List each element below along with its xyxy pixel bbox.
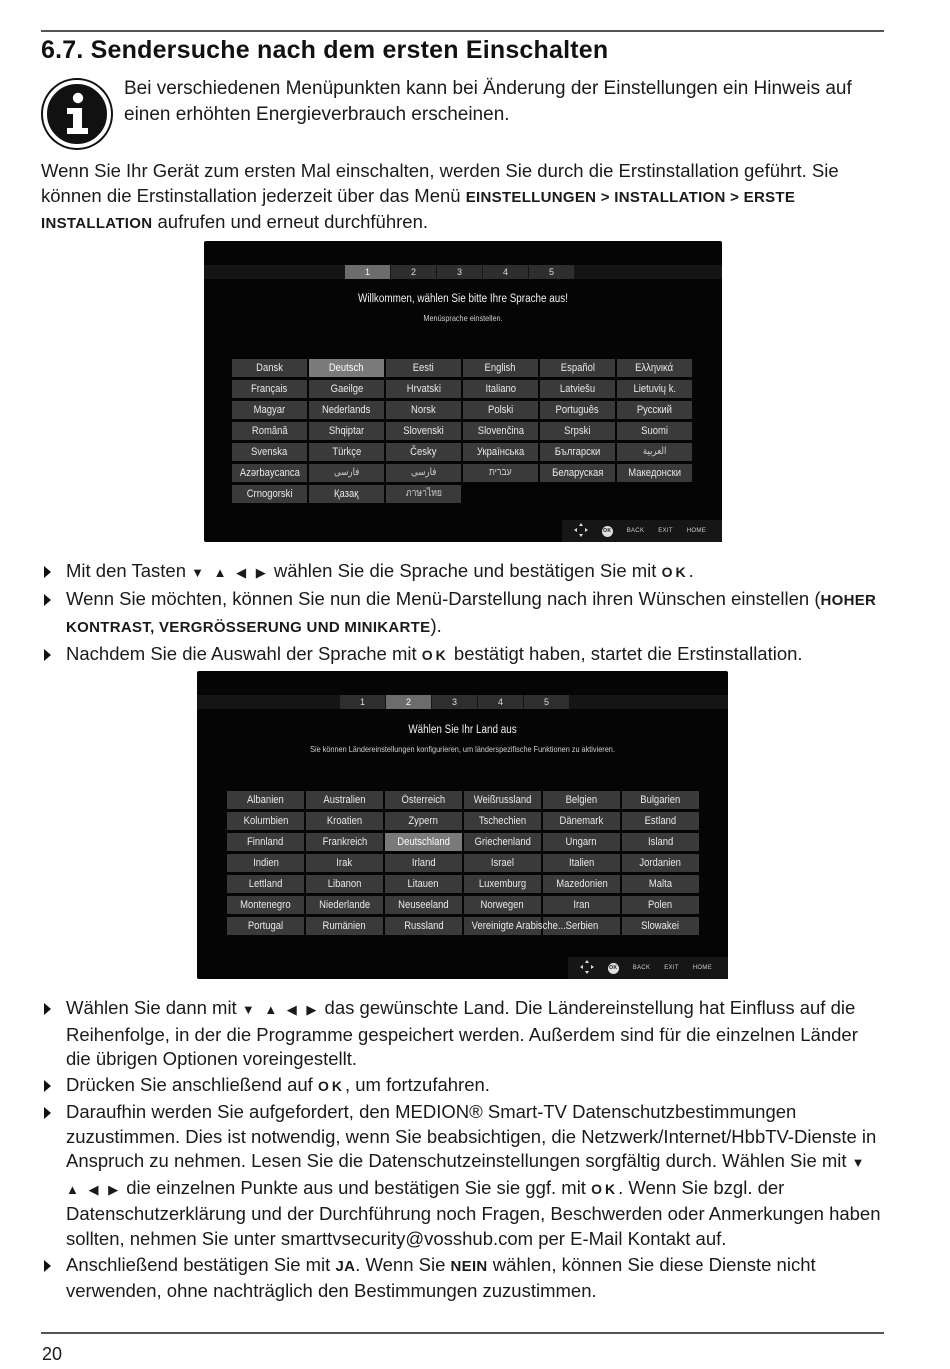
list-item: Wenn Sie möchten, können Sie nun die Menü-Darstellung nach ihren Wünschen einstellen (HOHER KONTRAST, VERGRÖSSERUNG UND MINIKARTE). [41,587,886,640]
country-option[interactable]: Ungarn [543,833,620,851]
language-option[interactable]: Ελληνικά [617,359,692,377]
screen-title: Wählen Sie Ihr Land aus [408,724,517,736]
language-option[interactable]: Deutsch [309,359,384,377]
country-option[interactable]: Iran [543,896,620,914]
country-option[interactable]: Mazedonien [543,875,620,893]
screen-title: Willkommen, wählen Sie bitte Ihre Sprache aus! [357,293,568,305]
language-option[interactable]: Suomi [617,422,692,440]
language-option[interactable]: Lietuvių k. [617,380,692,398]
country-option[interactable]: Tschechien [464,812,541,830]
country-option[interactable]: Israel [464,854,541,872]
country-option[interactable]: Niederlande [306,896,383,914]
country-option[interactable]: Finnland [227,833,304,851]
step-2: 2 [391,265,436,279]
bullet-list-1 [41,559,886,669]
list-item: Wählen Sie dann mit ▼ ▲ ◀ ▶ das gewünschte Land. Die Ländereinstellung hat Einfluss auf die Reihenfolge, in der die Programme gespeichert werden. Außerdem sind für die einzelnen Länder die übrigen Optionen voreingestellt. [41,996,886,1072]
list-item: Drücken Sie anschließend auf OK, um fortzufahren. [41,1073,886,1099]
ok-key: OK [421,646,449,663]
menu-path: EINSTELLUNGEN > INSTALLATION > ERSTE INSTALLATION [41,188,796,232]
country-option[interactable]: Jordanien [622,854,699,872]
country-grid [227,791,699,938]
country-option[interactable]: Litauen [385,875,462,893]
bullet-list-2 [41,996,886,1305]
home-hint: HOME [692,965,712,971]
navigation-arrows-icon [574,523,588,539]
language-option[interactable]: Eesti [386,359,461,377]
language-option[interactable]: Português [540,401,615,419]
country-option[interactable]: Indien [227,854,304,872]
language-option[interactable]: Español [540,359,615,377]
country-option[interactable]: Malta [622,875,699,893]
language-option[interactable]: Македонски [617,464,692,482]
language-option[interactable]: فارسی [309,464,384,482]
language-option [463,485,538,503]
language-option[interactable]: Беларуская [540,464,615,482]
step-1: 1 [345,265,390,279]
step-5: 5 [524,695,569,709]
info-note: Bei verschiedenen Menüpunkten kann bei Änderung der Einstellungen ein Hinweis auf einen erhöhten Energieverbrauch erscheinen. [124,78,852,125]
country-option[interactable]: Montenegro [227,896,304,914]
step-indicator [340,695,569,709]
language-option[interactable]: Shqiptar [309,422,384,440]
country-option[interactable]: Weißrussland [464,791,541,809]
country-option[interactable]: Lettland [227,875,304,893]
language-option[interactable]: Magyar [232,401,307,419]
list-item: Nachdem Sie die Auswahl der Sprache mit OK bestätigt haben, startet die Erstinstallation. [41,642,886,668]
ok-button-icon: OK [608,963,619,974]
intro-paragraph: Wenn Sie Ihr Gerät zum ersten Mal einschalten, werden Sie durch die Erstinstallation geführt. Sie können die Erstinstallation jederzeit über das Menü EINSTELLUNGEN > INSTALLATION > ERSTE INSTALLATION aufrufen und erneut durchführen. [41,160,839,232]
country-option[interactable]: Albanien [227,791,304,809]
section-title: Sendersuche nach dem ersten Einschalten [90,36,609,64]
step-4: 4 [483,265,528,279]
back-hint: BACK [626,528,645,534]
navigation-arrows-icon [580,960,594,976]
info-icon [43,80,111,148]
country-option[interactable]: Belgien [543,791,620,809]
page-number: 20 [42,1344,63,1364]
country-option[interactable]: Österreich [385,791,462,809]
country-option[interactable]: Neuseeland [385,896,462,914]
language-option[interactable]: Français [232,380,307,398]
language-option[interactable]: فارسی [386,464,461,482]
language-option[interactable]: ภาษาไทย [386,485,461,503]
language-option [617,485,692,503]
tv-screenshot-country [197,671,728,979]
home-hint: HOME [686,528,706,534]
tv-screenshot-language [204,241,722,542]
arrow-keys-icon: ▼ ▲ ◀ ▶ [241,1002,320,1017]
country-option[interactable]: Australien [306,791,383,809]
remote-footer [568,957,728,979]
language-option [540,485,615,503]
language-option[interactable]: Български [540,443,615,461]
country-option[interactable]: Kroatien [306,812,383,830]
ok-key: OK [591,1180,619,1197]
step-5: 5 [529,265,574,279]
country-option[interactable]: Libanon [306,875,383,893]
step-4: 4 [478,695,523,709]
ok-button-icon: OK [602,526,613,537]
country-option[interactable]: Luxemburg [464,875,541,893]
language-option[interactable]: Hrvatski [386,380,461,398]
list-item: Mit den Tasten ▼ ▲ ◀ ▶ wählen Sie die Sprache und bestätigen Sie mit OK. [41,559,886,586]
language-option[interactable]: Slovenčina [463,422,538,440]
section-heading [41,36,608,65]
language-option[interactable]: Polski [463,401,538,419]
screen-subtitle: Menüsprache einstellen. [423,313,503,323]
country-option[interactable]: Bulgarien [622,791,699,809]
step-3: 3 [432,695,477,709]
remote-footer [562,520,722,542]
bottom-rule [41,1332,884,1334]
country-option[interactable]: Estland [622,812,699,830]
language-grid [232,359,692,506]
list-item: Daraufhin werden Sie aufgefordert, den MEDION® Smart-TV Datenschutzbestimmungen zuzustimmen. Dies ist notwendig, wenn Sie beabsichtigen, die Netzwerk/Internet/HbbTV-Dienste in Anspruch zu nehmen. Lesen Sie die Datenschutzeinstellungen sorgfältig durch. Wählen Sie mit ▼ ▲ ◀ ▶ die einzelnen Punkte aus und bestätigen Sie sie ggf. mit OK. Wenn Sie bzgl. der Datenschutzerklärung und der Durchführung noch Fragen, Beschwerden oder Anmerkungen haben sollten, nehmen Sie unter smarttvsecurity@vosshub.com per E-Mail Kontakt auf. [41,1100,886,1251]
screen-subtitle: Sie können Ländereinstellungen konfigurieren, um länderspezifische Funktionen zu aktivieren. [310,744,615,754]
exit-hint: EXIT [664,965,679,971]
country-option[interactable]: Frankreich [306,833,383,851]
country-option[interactable]: Zypern [385,812,462,830]
step-indicator [345,265,574,279]
language-option[interactable]: Azərbaycanca [232,464,307,482]
list-item: Anschließend bestätigen Sie mit JA. Wenn Sie NEIN wählen, können Sie diese Dienste nicht verwenden, ohne nachträglich den Bestimmungen zuzustimmen. [41,1253,886,1304]
language-option[interactable]: Română [232,422,307,440]
country-option[interactable]: Kolumbien [227,812,304,830]
language-option[interactable]: Dansk [232,359,307,377]
ok-key: OK [661,564,689,580]
language-option[interactable]: Қазақ [309,485,384,503]
language-option[interactable]: עברית [463,464,538,482]
section-number: 6.7. [41,36,84,64]
country-option[interactable]: Russland [385,917,462,935]
step-1: 1 [340,695,385,709]
country-option[interactable]: Vereinigte Arabische... [464,917,541,935]
language-option[interactable]: Русский [617,401,692,419]
country-option[interactable]: Dänemark [543,812,620,830]
step-3: 3 [437,265,482,279]
country-option[interactable]: Serbien [543,917,620,935]
country-option[interactable]: Deutschland [385,833,462,851]
language-option[interactable]: Slovenski [386,422,461,440]
country-option[interactable]: Irak [306,854,383,872]
language-option[interactable]: Gaeilge [309,380,384,398]
language-option[interactable]: Crnogorski [232,485,307,503]
top-rule [41,30,884,32]
step-2: 2 [386,695,431,709]
country-option[interactable]: Norwegen [464,896,541,914]
country-option[interactable]: Portugal [227,917,304,935]
country-option[interactable]: Slowakei [622,917,699,935]
language-option[interactable]: Česky [386,443,461,461]
ok-key: OK [317,1078,345,1094]
language-option[interactable]: Italiano [463,380,538,398]
language-option[interactable]: Türkçe [309,443,384,461]
language-option[interactable]: Srpski [540,422,615,440]
country-option[interactable]: Italien [543,854,620,872]
exit-hint: EXIT [658,528,673,534]
back-hint: BACK [632,965,651,971]
country-option[interactable]: Island [622,833,699,851]
country-option[interactable]: Polen [622,896,699,914]
country-option[interactable]: Irland [385,854,462,872]
language-option[interactable]: العربية [617,443,692,461]
arrow-keys-icon: ▼ ▲ ◀ ▶ [66,1155,868,1197]
arrow-keys-icon: ▼ ▲ ◀ ▶ [191,565,269,580]
language-option[interactable]: Latviešu [540,380,615,398]
language-option[interactable]: Svenska [232,443,307,461]
language-option[interactable]: Українська [463,443,538,461]
language-option[interactable]: English [463,359,538,377]
language-option[interactable]: Nederlands [309,401,384,419]
country-option[interactable]: Griechenland [464,833,541,851]
country-option[interactable]: Rumänien [306,917,383,935]
language-option[interactable]: Norsk [386,401,461,419]
